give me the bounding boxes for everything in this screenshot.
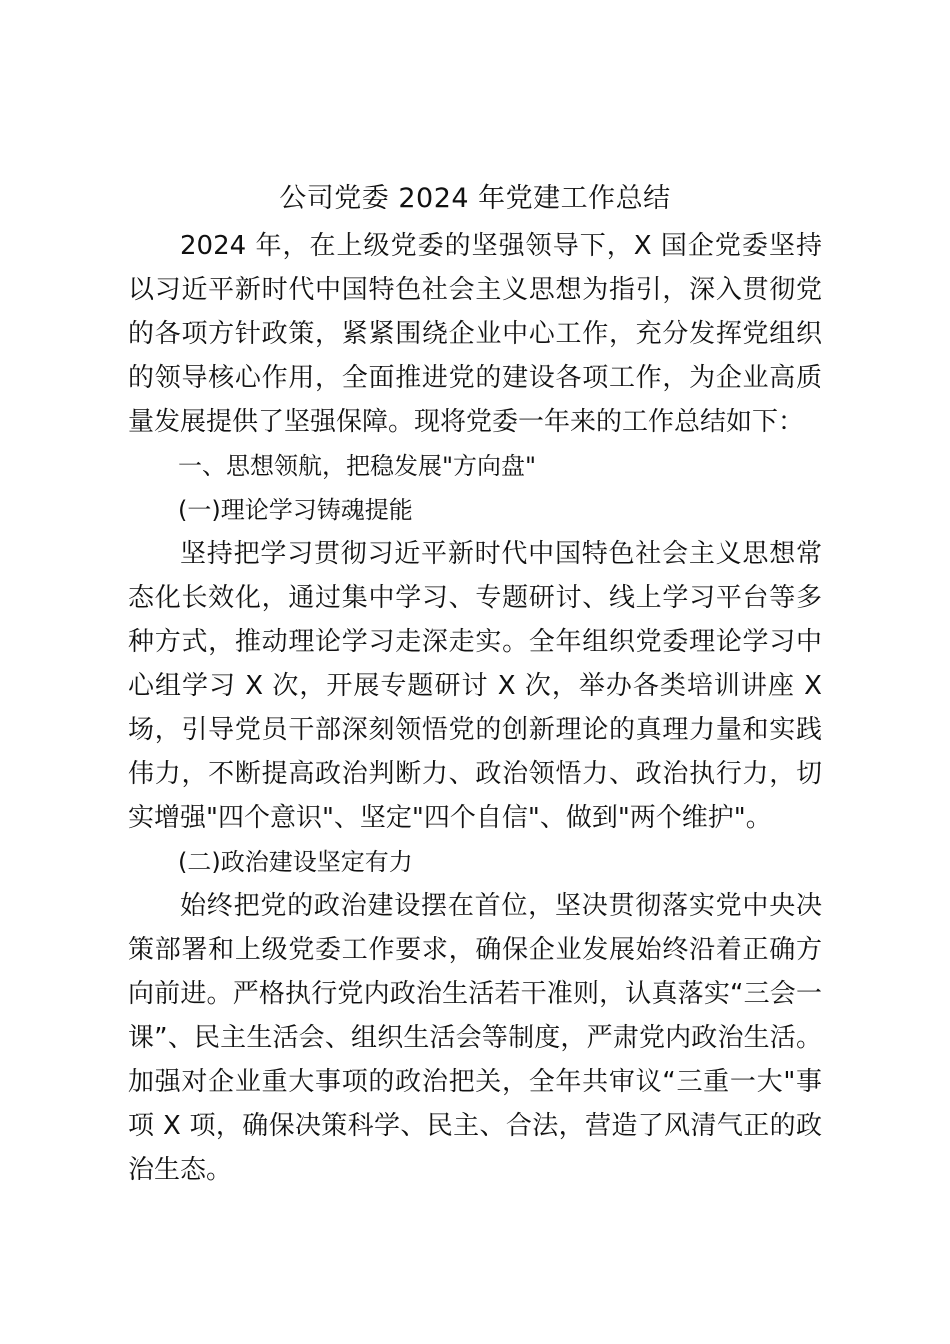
- subsection-paragraph-1: 坚持把学习贯彻习近平新时代中国特色社会主义思想常态化长效化，通过集中学习、专题研讨、线上学习平台等多种方式，推动理论学习走深走实。全年组织党委理论学习中心组学习 X 次，开展专题研讨 X 次，举办各类培训讲座 X 场，引导党员干部深刻领悟党的创新理论的真理力量和实践伟力，不断提高政治判断力、政治领悟力、政治执行力，切实增强"四个意识"、坚定"四个自信"、做到"两个维护"。: [128, 539, 822, 833]
- subsection-paragraph-2: 始终把党的政治建设摆在首位，坚决贯彻落实党中央决策部署和上级党委工作要求，确保企业发展始终沿着正确方向前进。严格执行党内政治生活若干准则，认真落实“三会一课”、民主生活会、组织生活会等制度，严肃党内政治生活。加强对企业重大事项的政治把关，全年共审议“三重一大"事项 X 项，确保决策科学、民主、合法，营造了风清气正的政治生态。: [128, 891, 822, 1185]
- subsection-heading-2: (二)政治建设坚定有力: [178, 848, 413, 876]
- subsection-heading-1: (一)理论学习铸魂提能: [178, 496, 413, 524]
- intro-paragraph: 2024 年，在上级党委的坚强领导下，X 国企党委坚持以习近平新时代中国特色社会主义思想为指引，深入贯彻党的各项方针政策，紧紧围绕企业中心工作，充分发挥党组织的领导核心作用，全面推进党的建设各项工作，为企业高质量发展提供了坚强保障。现将党委一年来的工作总结如下：: [128, 231, 822, 437]
- section-heading-1: 一、思想领航，把稳发展"方向盘": [178, 452, 537, 480]
- document-title: 公司党委 2024 年党建工作总结: [279, 183, 671, 214]
- document-body: [128, 224, 822, 1192]
